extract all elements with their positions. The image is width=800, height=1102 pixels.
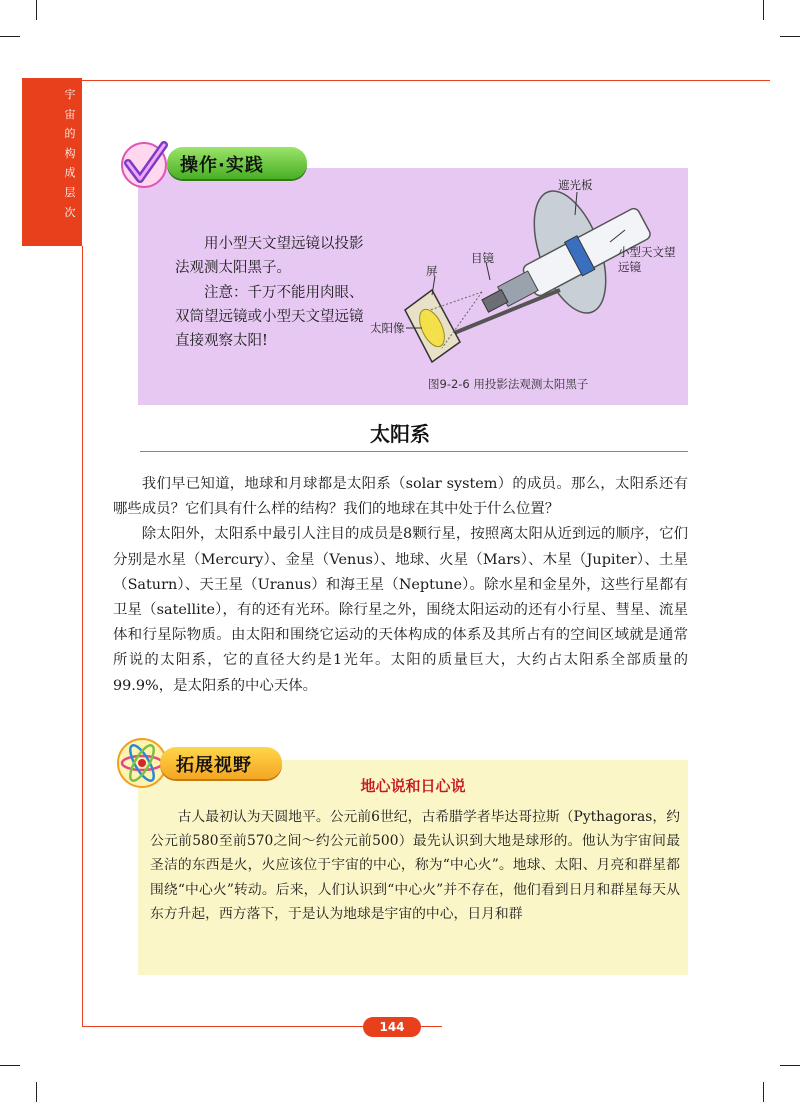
crop-mark [780, 1065, 800, 1066]
practice-text [175, 232, 370, 353]
figure-caption: 图9-2-6 用投影法观测太阳黑子 [428, 377, 589, 391]
side-char: 次 [64, 205, 76, 219]
sun-image-label: 太阳像 [370, 321, 405, 335]
section-body [113, 472, 688, 699]
crop-mark [0, 1065, 20, 1066]
section-rule [140, 451, 688, 452]
practice-warning: 注意：千万不能用肉眼、双筒望远镜或小型天文望远镜直接观察太阳! [175, 284, 364, 350]
expand-text [150, 805, 680, 926]
chapter-side-label [62, 85, 78, 222]
telescope-projection-figure [370, 170, 688, 370]
left-rule [82, 246, 83, 1026]
top-rule [82, 80, 770, 81]
section-title: 太阳系 [370, 422, 430, 446]
side-char: 成 [64, 166, 76, 180]
telescope-label: 小型天文望远镜 [618, 245, 676, 274]
practice-title: 操作·实践 [180, 155, 264, 176]
side-char: 的 [64, 127, 76, 141]
expand-header-text: 拓展视野 [176, 755, 252, 776]
shield-label: 遮光板 [558, 178, 593, 192]
practice-header [112, 135, 312, 195]
side-char: 宙 [64, 107, 76, 121]
screen-label: 屏 [426, 264, 438, 278]
body-paragraph: 我们早已知道，地球和月球都是太阳系（solar system）的成员。那么，太阳系还有哪些成员？它们具有什么样的结构？我们的地球在其中处于什么位置？ [113, 476, 688, 518]
crop-mark [780, 36, 800, 37]
crop-mark [36, 1082, 37, 1102]
practice-paragraph: 用小型天文望远镜以投影法观测太阳黑子。 [175, 236, 364, 277]
page-number: 144 [363, 1017, 421, 1037]
crop-mark [763, 0, 764, 20]
crop-mark [763, 1082, 764, 1102]
side-char: 宇 [64, 88, 76, 101]
crop-mark [0, 36, 20, 37]
expand-paragraph: 古人最初认为天圆地平。公元前6世纪，古希腊学者毕达哥拉斯（Pythagoras，约公元前580至前570之间～约公元前500）最先认识到大地是球形的。他认为宇宙间最圣洁的东西是火，火应该位于宇宙的中心，称为“中心火”。地球、太阳、月亮和群星都围绕“中心火”转动。后来，人们认识到“中心火”并不存在，他们看到日月和群星每天从东方升起，西方落下，于是认为地球是宇宙的中心，日月和群 [150, 809, 680, 922]
expand-title: 地心说和日心说 [360, 777, 466, 795]
eyepiece-label: 目镜 [471, 251, 494, 265]
side-char: 构 [64, 146, 76, 160]
body-paragraph: 除太阳外，太阳系中最引人注目的成员是8颗行星，按照离太阳从近到远的顺序，它们分别是水星（Mercury）、金星（Venus）、地球、火星（Mars）、木星（Jupiter）、土星（Saturn）、天王星（Uranus）和海王星（Neptune）。除水星和金星外，这些行星都有卫星（satellite），有的还有光环。除行星之外，围绕太阳运动的还有小行星、彗星、流星体和行星际物质。由太阳和围绕它运动的天体构成的体系及其所占有的空间区域就是通常所说的太阳系，它的直径大约是1光年。太阳的质量巨大，大约占太阳系全部质量的99.9%，是太阳系的中心天体。 [113, 526, 688, 694]
crop-mark [36, 0, 37, 20]
side-char: 层 [64, 185, 76, 199]
